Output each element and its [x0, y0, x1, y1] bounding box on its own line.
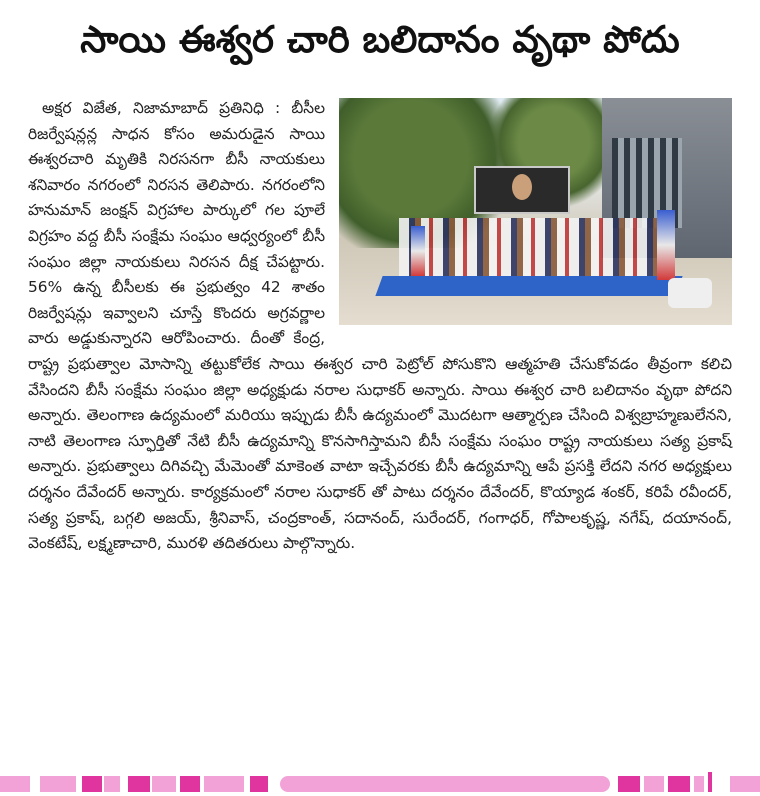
footer-divider: [708, 772, 712, 792]
footer-block: [204, 776, 244, 792]
footer-block: [644, 776, 664, 792]
decorative-footer-strip: [0, 772, 760, 796]
footer-block: [152, 776, 176, 792]
footer-block: [618, 776, 640, 792]
flag-icon: [411, 226, 425, 276]
footer-block: [0, 776, 30, 792]
footer-block: [730, 776, 760, 792]
footer-block: [694, 776, 704, 792]
article-body: [28, 96, 732, 557]
blue-mat: [375, 276, 682, 296]
footer-block: [668, 776, 690, 792]
article-text: అక్షర విజేత, నిజామాబాద్ ప్రతినిధి : బీసీల రిజర్వేషన్లన్ల సాధన కోసం అమరుడైన సాయి ఈశ్వరచారి మృతికి నిరసనగా బీసీ నాయకులు శనివారం నగరంలో నిరసన తెలిపారు. నగరంలోని హనుమాన్ జంక్షన్ విగ్రహాల పార్కులో గల పూలే విగ్రహం వద్ద బీసీ సంక్షేమ సంఘం ఆధ్వర్యంలో బీసీ సంఘం జిల్లా నాయకులు నిరసన దీక్ష చేపట్టారు. 56% ఉన్న బీసీలకు ఈ ప్రభుత్వం 42 శాతం రిజర్వేషన్లు ఇవ్వాలని చూస్తే కొందరు అగ్రవర్ణాల వారు అడ్డుకున్నారని ఆరోపించారు. దీంతో కేంద్ర, రాష్ట్ర ప్రభుత్వాల మోసాన్ని తట్టుకోలేక సాయి ఈశ్వర చారి పెట్రోల్ పోసుకొని ఆత్మహతి చేసుకోవడం తీవ్రంగా కలిచి వేసిందని బీసీ సంక్షేమ సంఘం జిల్లా అధ్యక్షుడు నరాల సుధాకర్ అన్నారు. సాయి ఈశ్వర చారి బలిదానం వృథా పోదని అన్నారు. తెలంగాణ ఉద్యమంలో మరియు ఇప్పుడు బీసీ ఉద్యమంలో మొదటగా ఆత్మార్పణ చేసింది విశ్వబ్రాహ్మణులేనని, నాటి తెలంగాణ స్ఫూర్తితో నేటి బీసీ ఉద్యమాన్ని కొనసాగిస్తామని బీసీ సంక్షేమ సంఘం రాష్ట్ర నాయకులు సత్య ప్రకాష్ అన్నారు. ప్రభుత్వాలు దిగివచ్చి మేమెంతో మాకెంత వాటా ఇచ్చేవరకు బీసీ ఉద్యమాన్ని ఆపే ప్రసక్తి లేదని నగర అధ్యక్షులు దర్శనం దేవేందర్ అన్నారు. కార్యక్రమంలో నరాల సుధాకర్ తో పాటు దర్శనం దేవేందర్, కొయ్యాడ శంకర్, కరిపే రవీందర్, సత్య ప్రకాష్, బగ్గలి అజయ్, శ్రీనివాస్, చంద్రకాంత్, సదానంద్, సురేందర్, గంగాధర్, గోపాలకృష్ణ, నగేష్, దయానంద్, వెంకటేష్, లక్ష్మణాచారి, మురళి తదితరులు పాల్గొన్నారు.: [28, 99, 732, 553]
protest-photo: [339, 98, 732, 325]
footer-block: [40, 776, 76, 792]
sack-graphic: [668, 278, 712, 308]
footer-block: [250, 776, 268, 792]
footer-block: [104, 776, 120, 792]
footer-bar: [280, 776, 610, 792]
headline: సాయి ఈశ్వర చారి బలిదానం వృథా పోదు: [80, 18, 680, 61]
footer-block: [180, 776, 200, 792]
footer-block: [82, 776, 102, 792]
footer-block: [128, 776, 150, 792]
portrait-banner: [474, 166, 570, 214]
flag-icon: [657, 210, 675, 280]
